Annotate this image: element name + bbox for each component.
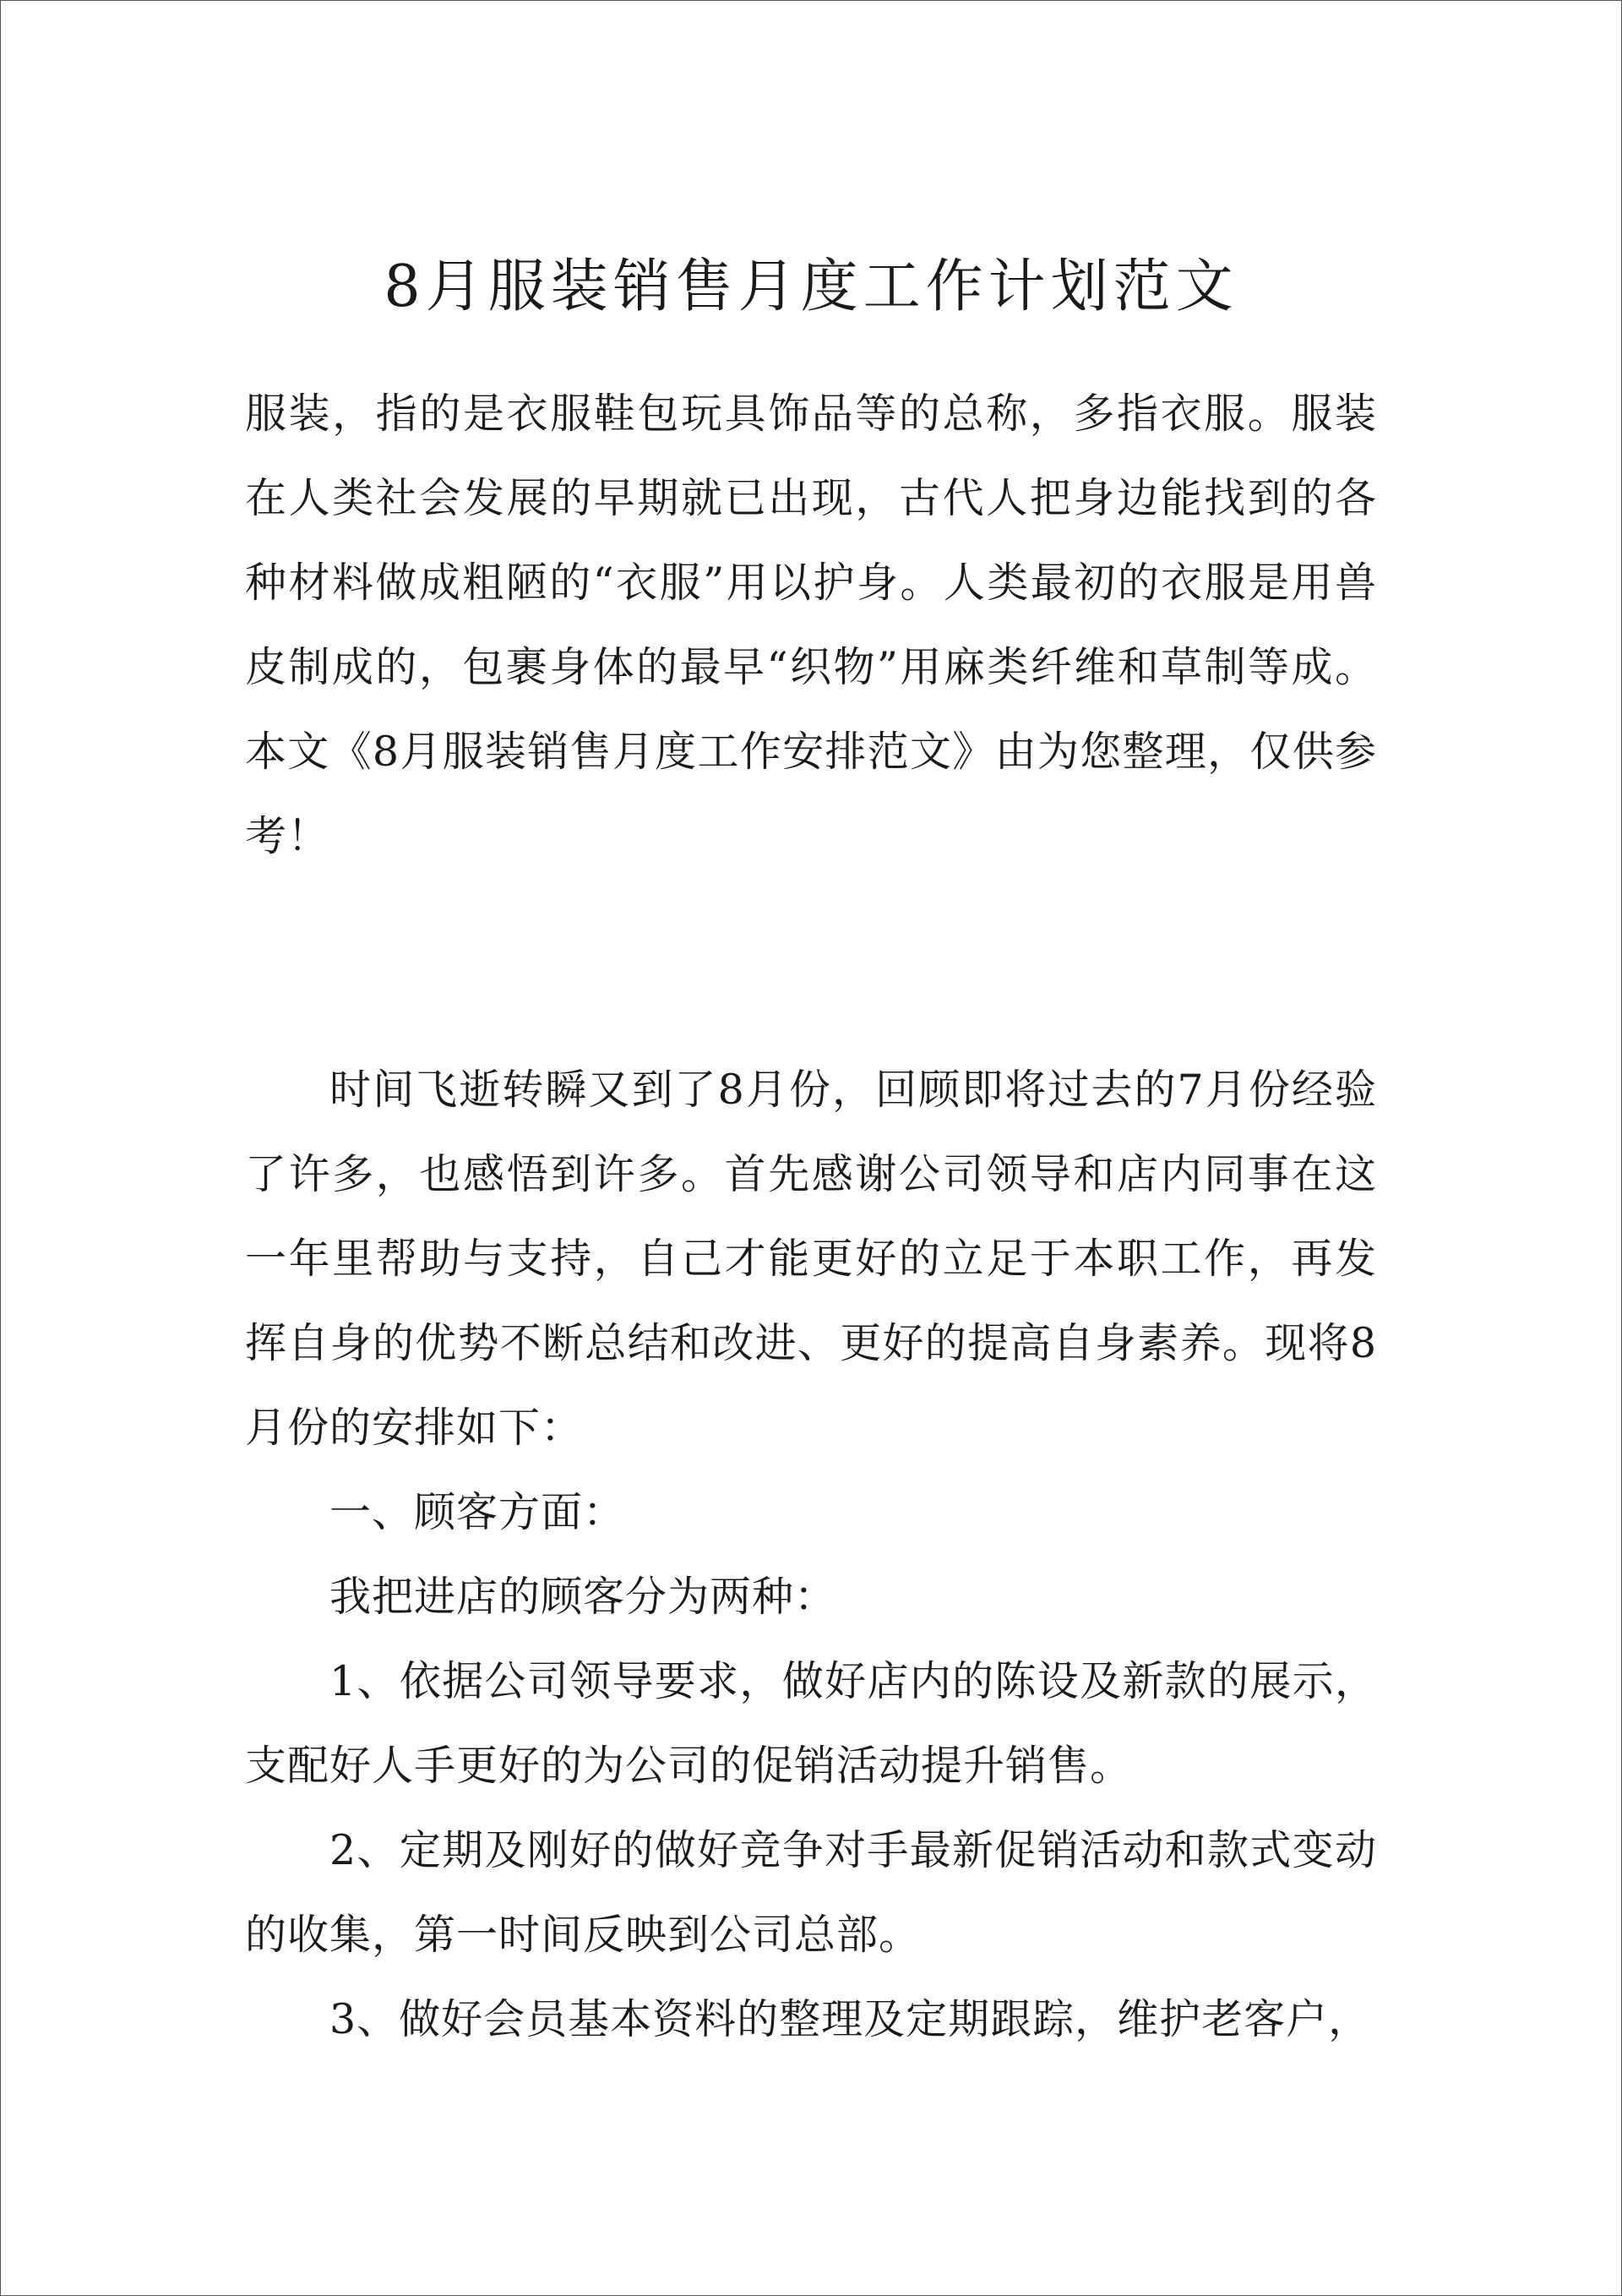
list-item: 1、依据公司领导要求，做好店内的陈设及新款的展示，支配好人手更好的为公司的促销活动提升销售。	[245, 1657, 1377, 1790]
list-item: 2、定期及刚好的做好竞争对手最新促销活动和款式变动的收集，第一时间反映到公司总部。	[245, 1826, 1377, 1959]
intro-paragraph: 服装，指的是衣服鞋包玩具饰品等的总称，多指衣服。服装在人类社会发展的早期就已出现，古代人把身边能找到的各种材料做成粗陋的“衣服”用以护身。人类最初的衣服是用兽皮制成的，包裹身体的最早“织物”用麻类纤维和草制等成。本文《8月服装销售月度工作安排范文》由为您整理，仅供参考！	[245, 390, 1377, 860]
list-item: 3、做好会员基本资料的整理及定期跟踪，维护老客户，	[329, 1995, 1371, 2043]
section-gap	[245, 879, 1377, 1048]
body-paragraph: 时间飞逝转瞬又到了8月份，回顾即将过去的7月份经验了许多，也感悟到许多。首先感谢公司领导和店内同事在这一年里帮助与支持，自己才能更好的立足于本职工作，再发挥自身的优势不断总结和改进、更好的提高自身素养。现将8月份的安排如下：	[245, 1066, 1377, 1452]
section-heading-customers: 一、顾客方面：	[329, 1488, 626, 1536]
document-body	[245, 254, 1377, 2062]
body-paragraph: 我把进店的顾客分为两种：	[329, 1573, 837, 1621]
document-title: 8月服装销售月度工作计划范文	[384, 254, 1238, 320]
